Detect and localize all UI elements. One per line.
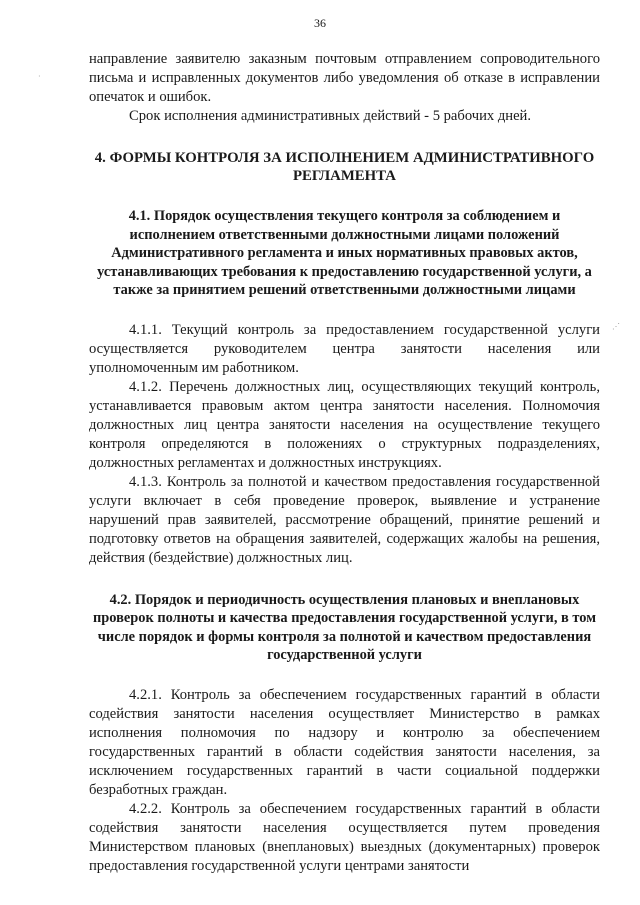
subsection-4-2-title: 4.2. Порядок и периодичность осуществления плановых и внеплановых проверок полноты и качества предоставления государственной услуги, в том числе порядок и формы контроля за полнотой и качеством предоставления государственной услуги (92, 591, 597, 663)
paragraph-4-1-3: 4.1.3. Контроль за полнотой и качеством предоставления государственной услуги включает в себя проведение проверок, выявление и устранение нарушений прав заявителей, рассмотрение обращений, принятие решений и подготовку ответов на обращения заявителей, содержащих жалобы на решения, действия (бездействие) должностных лиц. (89, 473, 600, 566)
section-4-title: 4. ФОРМЫ КОНТРОЛЯ ЗА ИСПОЛНЕНИЕМ АДМИНИСТРАТИВНОГО РЕГЛАМЕНТА (94, 150, 595, 184)
page-number: 36 (314, 16, 326, 30)
scan-speck: · (38, 72, 41, 81)
subsection-4-1-title: 4.1. Порядок осуществления текущего контроля за соблюдением и исполнением ответственными должностными лицами положений Административного регламента и иных нормативных правовых актов, устанавливающих требования к предоставлению государственной услуги, а также за принятием решений ответственными должностными лицами (97, 208, 592, 298)
paragraph-deadline: Срок исполнения административных действий - 5 рабочих дней. (129, 108, 532, 124)
paragraph-4-1-2: 4.1.2. Перечень должностных лиц, осуществляющих текущий контроль, устанавливается правовым актом центра занятости населения. Полномочия должностных лиц центра занятости населения на осуществление текущего контроля определяются в положениях о структурных подразделениях, должностных регламентах и должностных инструкциях. (89, 378, 600, 471)
paragraph-4-2-2: 4.2.2. Контроль за обеспечением государственных гарантий в области содействия занятости населения осуществляется путем проведения Министерством плановых (внеплановых) выездных (документарных) проверок предоставления государственной услуги центрами занятости (89, 800, 600, 874)
paragraph-4-2-1: 4.2.1. Контроль за обеспечением государственных гарантий в области содействия занятости населения осуществляет Министерство в рамках исполнения полномочия по надзору и контролю за обеспечением государственных гарантий в области содействия занятости населения, за исключением государственных гарантий в части социальной поддержки безработных граждан. (89, 686, 600, 798)
paragraph-continuation: направление заявителю заказным почтовым отправлением сопроводительного письма и исправленных документов либо уведомления об отказе в исправлении опечаток и ошибок. (89, 51, 600, 105)
page-content (89, 50, 600, 876)
paragraph-4-1-1: 4.1.1. Текущий контроль за предоставлением государственной услуги осуществляется руководителем центра занятости населения или уполномоченным им работником. (89, 321, 600, 376)
scan-speck: ⋰ (612, 322, 620, 331)
